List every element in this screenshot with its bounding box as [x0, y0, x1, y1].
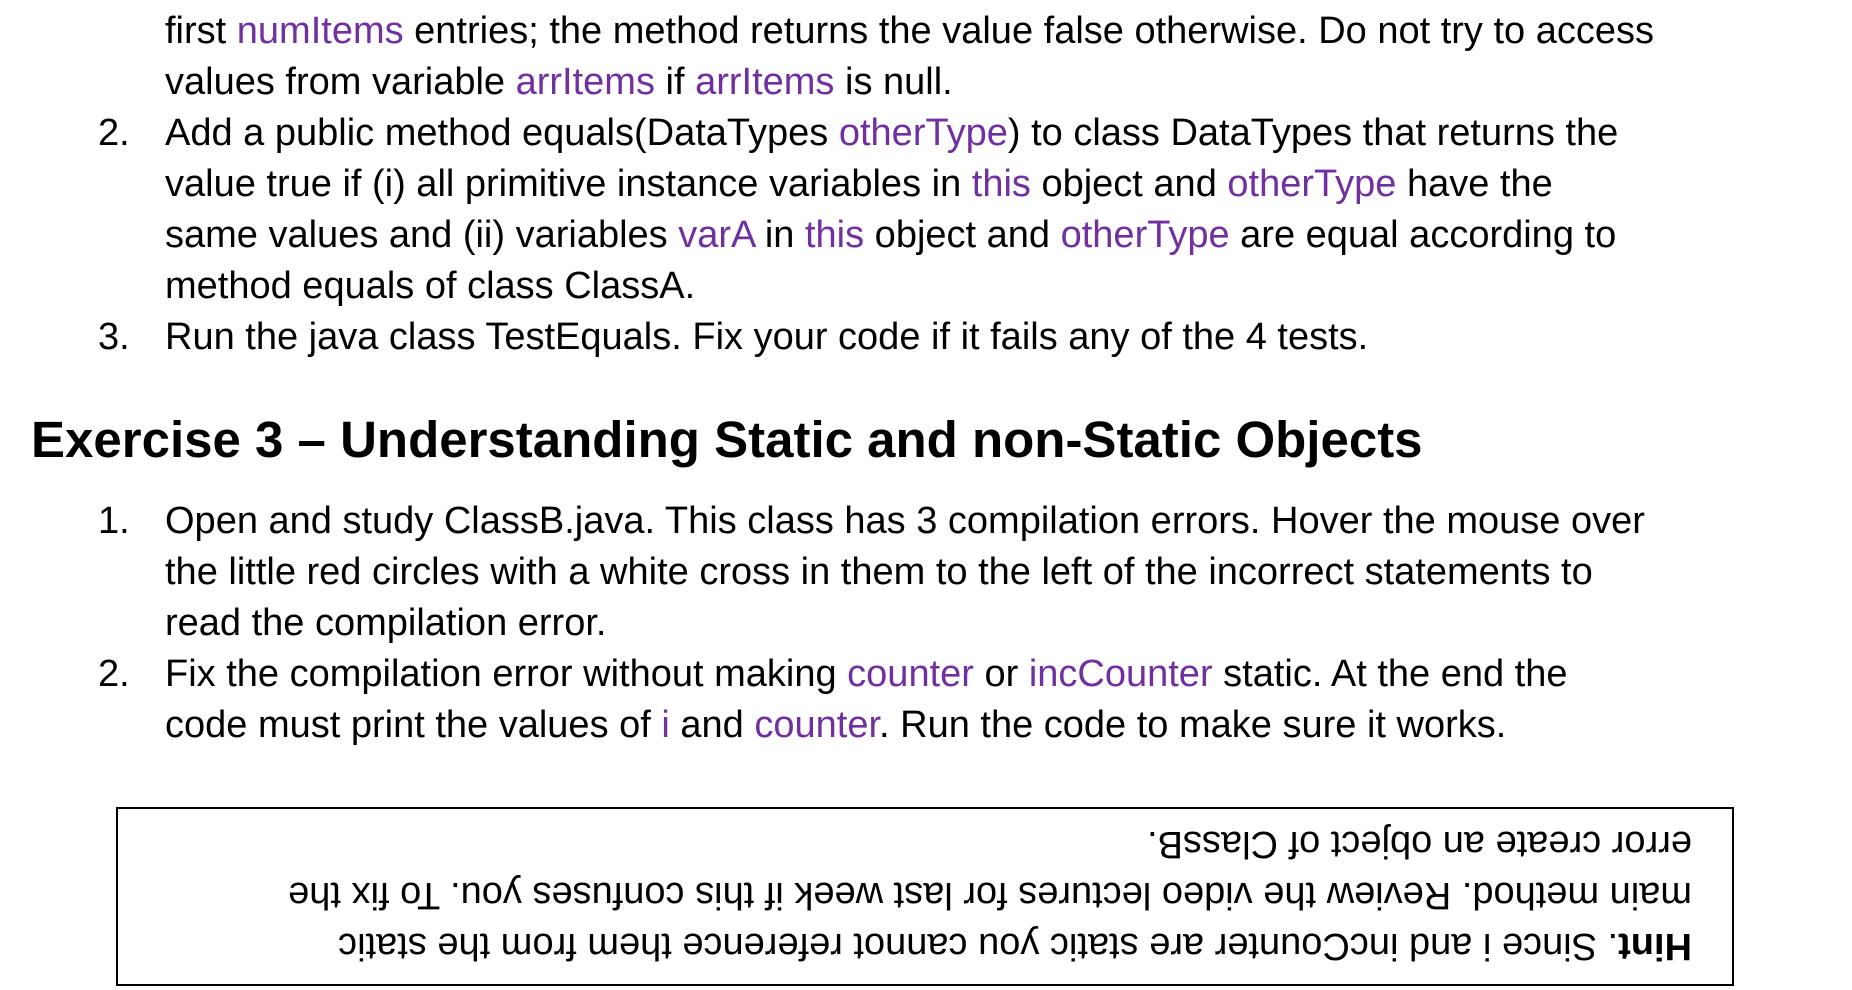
code-identifier: incCounter: [1028, 653, 1213, 695]
code-identifier: otherType: [1060, 214, 1230, 256]
ex2-item2-line-3: same values and (ii) variables varA in this object and otherType are equal according to: [165, 214, 1617, 256]
ex3-item2-line-2: code must print the values of i and counter. Run the code to make sure it works.: [165, 704, 1507, 746]
hint-box: [116, 807, 1734, 986]
ex2-item2-line-4: method equals of class ClassA.: [165, 265, 696, 307]
code-identifier: counter: [754, 704, 880, 746]
hint-text: [172, 818, 1692, 971]
intro-line-1: first numItems entries; the method returns the value false otherwise. Do not try to access: [165, 10, 1655, 52]
code-identifier: counter: [847, 653, 974, 695]
code-identifier: arrItems: [515, 61, 655, 103]
list-number: 1.: [98, 500, 130, 542]
code-identifier: numItems: [236, 10, 404, 52]
section-heading: Exercise 3 – Understanding Static and non-Static Objects: [31, 411, 1423, 468]
code-identifier: i: [661, 704, 670, 746]
code-identifier: this: [804, 214, 865, 256]
intro-line-2: values from variable arrItems if arrItems is null.: [165, 61, 953, 103]
ex2-item2-line-2: value true if (i) all primitive instance variables in this object and otherType have the: [165, 163, 1553, 205]
code-identifier: arrItems: [695, 61, 835, 103]
ex3-item1-line-1: Open and study ClassB.java. This class has 3 compilation errors. Hover the mouse over: [165, 500, 1645, 542]
hint-line-1: Hint. Since i and incCounter are static you cannot reference them from the static: [338, 925, 1692, 967]
list-number: 2.: [98, 112, 130, 154]
hint-line-2: main method. Review the video lectures for last week if this confuses you. To fix the: [288, 874, 1692, 916]
code-identifier: varA: [678, 214, 755, 256]
ex3-item1-line-2: the little red circles with a white cross in them to the left of the incorrect statements to: [165, 551, 1593, 593]
ex3-item2-line-1: Fix the compilation error without making counter or incCounter static. At the end the: [165, 653, 1568, 695]
ex2-item3-line-1: Run the java class TestEquals. Fix your code if it fails any of the 4 tests.: [165, 316, 1369, 358]
hint-label: Hint: [1618, 925, 1692, 967]
code-identifier: this: [971, 163, 1031, 205]
ex2-item2-line-1: Add a public method equals(DataTypes otherType) to class DataTypes that returns the: [165, 112, 1619, 154]
list-number: 3.: [98, 316, 130, 358]
list-number: 2.: [98, 653, 130, 695]
code-identifier: otherType: [1227, 163, 1397, 205]
code-identifier: otherType: [838, 112, 1008, 154]
ex3-item1-line-3: read the compilation error.: [165, 602, 607, 644]
hint-line-3: error create an object of ClassB.: [1147, 823, 1692, 865]
hint-rotated-content: [118, 809, 1732, 984]
